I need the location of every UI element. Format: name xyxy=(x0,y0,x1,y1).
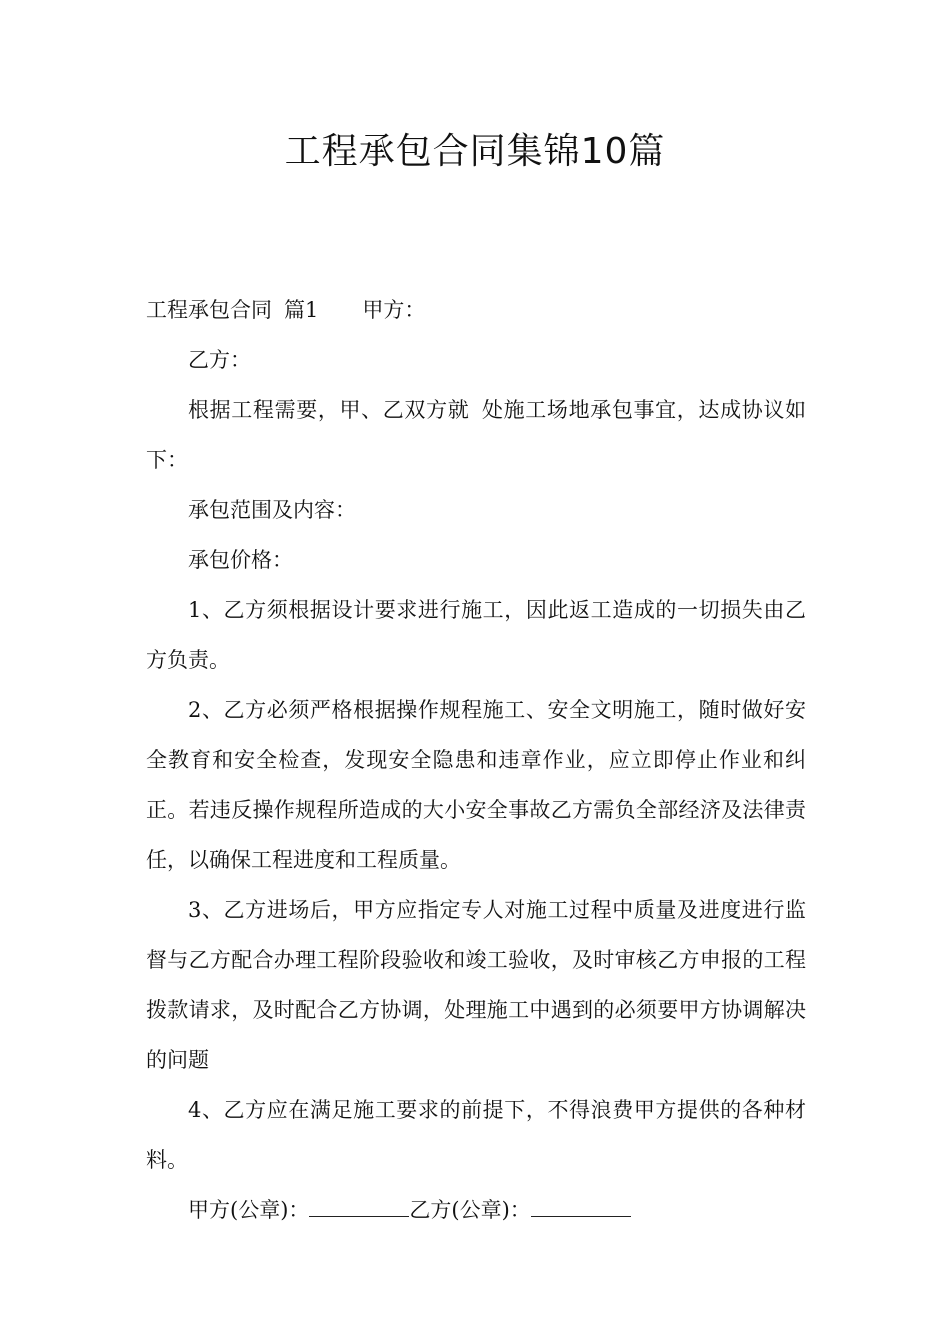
clause-4: 4、乙方应在满足施工要求的前提下，不得浪费甲方提供的各种材料。 xyxy=(146,1098,806,1172)
party-a-seal-label: 甲方(公章)： xyxy=(188,1198,310,1222)
section-heading-line xyxy=(146,285,806,335)
section-number: 篇1 xyxy=(284,298,319,322)
clause-2: 2、乙方必须严格根据操作规程施工、安全文明施工，随时做好安全教育和安全检查，发现安全隐患和违章作业，应立即停止作业和纠正。若违反操作规程所造成的大小安全事故乙方需负全部经济及法律责任，以确保工程进度和工程质量。 xyxy=(146,698,806,872)
clause-1: 1、乙方须根据设计要求进行施工，因此返工造成的一切损失由乙方负责。 xyxy=(146,598,806,672)
clause-3: 3、乙方进场后，甲方应指定专人对施工过程中质量及进度进行监督与乙方配合办理工程阶段验收和竣工验收，及时审核乙方申报的工程拨款请求，及时配合乙方协调，处理施工中遇到的必须要甲方协调解决的问题 xyxy=(146,898,806,1072)
party-b-label: 乙方： xyxy=(188,348,251,372)
party-b-line xyxy=(146,335,806,385)
scope-line: 承包范围及内容： xyxy=(188,498,356,522)
document-title: 工程承包合同集锦10篇 xyxy=(284,131,666,172)
document-body xyxy=(146,285,806,1235)
party-a-label: 甲方： xyxy=(362,298,426,322)
party-a-signature-blank xyxy=(309,1215,409,1217)
party-b-signature-blank xyxy=(531,1215,631,1217)
intro-part2: 处施工场地承包事宜，达成协议如下： xyxy=(146,398,807,472)
price-line: 承包价格： xyxy=(188,548,293,572)
intro-paragraph xyxy=(146,385,806,485)
signature-line xyxy=(146,1185,806,1235)
intro-part1: 根据工程需要，甲、乙双方就 xyxy=(188,398,470,422)
party-b-seal-label: 乙方(公章)： xyxy=(409,1198,531,1222)
section-heading: 工程承包合同 xyxy=(146,298,272,322)
